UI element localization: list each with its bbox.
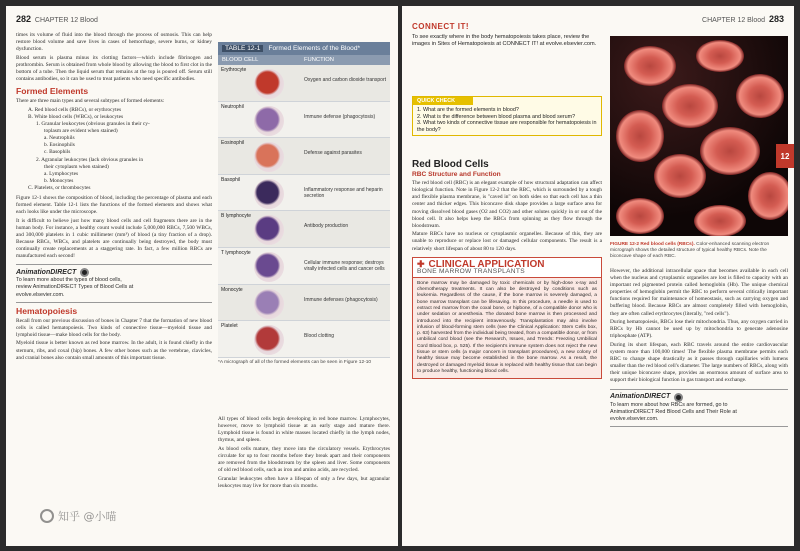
connect-it-heading: CONNECT IT! xyxy=(412,22,470,31)
paragraph: All types of blood cells begin developing in red bone marrow. Lymphocytes, however, move to lymphoid tissue at an early stage and mature there. Lymphoid tissue is found in white masses located chiefly in the lymph nodes, thymus, and spleen. xyxy=(218,416,390,444)
running-head-left xyxy=(16,14,98,24)
left-page xyxy=(6,6,398,546)
paragraph: There are three main types and several subtypes of formed elements: xyxy=(16,98,165,105)
paragraph: Blood serum is plasma minus its clotting factors—which include fibrinogen and prothrombin. Serum is obtained from whole blood by allowing the blood to first clot in the bottom of a tube. Then the liquid serum that remains at the top is poured off. Serum still contains antibodies, so it can be used to treat patients who need specific antibodies. xyxy=(16,54,212,83)
animation-direct-title: AnimationDIRECT xyxy=(16,269,77,277)
page-number-left: 282 xyxy=(16,14,32,24)
rbc-micrograph-image xyxy=(610,36,788,236)
disc-icon xyxy=(80,268,89,277)
figure-label: FIGURE 12-2 xyxy=(610,242,640,247)
erythrocyte-image xyxy=(254,69,284,99)
cell-name: Monocyte xyxy=(221,286,243,293)
disc-icon xyxy=(674,393,683,402)
cell-name: Neutrophil xyxy=(221,103,244,110)
formed-elements-list xyxy=(16,107,212,192)
animation-direct-line: review AnimationDIRECT Types of Blood Cells at xyxy=(16,284,134,291)
cell-name: Eosinophil xyxy=(221,140,245,147)
left-column-2 xyxy=(218,416,390,491)
table-row xyxy=(218,211,390,248)
cell-name: Erythrocyte xyxy=(221,67,247,73)
chapter-tab: 12 xyxy=(776,144,794,168)
quick-check-item: 2. What is the difference between blood plasma and blood serum? xyxy=(417,113,576,120)
list-item: 1. Granular leukocytes (obvious granules in their cy- xyxy=(36,121,150,128)
chapter-label-left: CHAPTER 12 Blood xyxy=(34,17,98,24)
quick-check-box xyxy=(412,96,602,136)
animation-direct-box xyxy=(610,389,788,427)
list-item: b. Eosinophils xyxy=(44,142,75,149)
table-body xyxy=(218,65,390,358)
eosinophil-image xyxy=(254,142,284,172)
connect-it-body[interactable]: To see exactly where in the body hematopoiesis takes place, review the images in Sites of Hematopoiesis at CONNECT IT! at evolve.elsevier.com. xyxy=(412,34,597,47)
watermark-text: 知乎 @小喵 xyxy=(58,510,117,523)
clinical-subtitle: BONE MARROW TRANSPLANTS xyxy=(417,267,525,275)
left-column-1 xyxy=(16,32,212,363)
platelet-image xyxy=(254,325,284,355)
animation-direct-line[interactable]: evolve.elsevier.com. xyxy=(610,415,659,422)
paragraph: Granular leukocytes often have a lifespan of only a few days, but agranular leukocytes may live for more than six months. xyxy=(218,475,390,489)
right-column-2 xyxy=(610,268,788,431)
neutrophil-image xyxy=(254,106,284,136)
paragraph: It is difficult to believe just how many blood cells and cell fragments there are in the human body. For instance, a healthy count would include 5,000,000 RBCs, 7,500 WBCs, and 300,000 platelets in 1 cubic millimeter (mm³) of blood (a tiny fraction of a drop). Because RBCs, WBCs, and platelets are continually being destroyed, the body must continually create replacements at a staggering rate. In fact, a few million RBCs are manufactured each second! xyxy=(16,217,212,260)
connect-it-box xyxy=(412,22,602,48)
quick-check-item: 3. What two kinds of connective tissue are responsible for hematopoiesis in the body? xyxy=(417,120,597,133)
list-item: a. Lymphocytes xyxy=(44,170,79,177)
paragraph: Figure 12-1 shows the composition of blood, including the percentage of plasma and each formed element. Table 12-1 lists the functions of the formed elements and shows what each looks like under the microscope. xyxy=(16,194,212,216)
table-title: Formed Elements of the Blood* xyxy=(268,45,361,52)
paragraph: During hematopoiesis, RBCs lose their mitochondria. Thus, any oxygen carried in RBCs by Hb cannot be used up by mitochondria to generate adenosine triphosphate (ATP). xyxy=(610,319,788,340)
subheading-rbc-structure: RBC Structure and Function xyxy=(412,171,501,179)
watermark-logo-icon xyxy=(40,509,54,523)
list-item: a. Neutrophils xyxy=(44,135,75,142)
paragraph: However, the additional intracellular space that becomes available in each cell when the nucleus and cytoplasmic organelles are lost is filled to capacity with an important red pigmented protein called hemoglobin (Hb). The unique chemical properties of hemoglobin permit the RBC to perform several critically important functions required for maintenance of homeostasis, such as carrying oxygen and buffering blood. Because RBCs are almost completely filled with hemoglobin, they are often called erythrocytes (literally, "red cells"). xyxy=(610,268,788,317)
rbc-micrograph xyxy=(610,36,788,236)
chapter-label-right: CHAPTER 12 Blood xyxy=(702,17,766,24)
cell-name: Platelet xyxy=(221,323,238,330)
cell-name: Basophil xyxy=(221,176,241,183)
list-item: 2. Agranular leukocytes (lack obvious granules in xyxy=(36,156,144,163)
table-row xyxy=(218,138,390,175)
list-item: c. Basophils xyxy=(44,149,71,156)
b-lymphocyte-image xyxy=(254,215,284,245)
page-number-right: 283 xyxy=(768,14,784,24)
t-lymphocyte-image xyxy=(254,252,284,282)
monocyte-image xyxy=(254,289,284,319)
clinical-title: CLINICAL APPLICATION xyxy=(428,258,545,270)
quick-check-item: 1. What are the formed elements in blood? xyxy=(417,107,519,113)
cross-icon: ✚ xyxy=(417,258,425,269)
right-page xyxy=(402,6,794,546)
quick-check-heading: QUICK CHECK xyxy=(413,97,473,105)
cell-name: B lymphocyte xyxy=(221,213,252,220)
table-column-headers xyxy=(218,55,390,65)
watermark xyxy=(40,508,117,524)
right-column-1 xyxy=(412,156,602,379)
paragraph: The red blood cell (RBC) is an elegant example of how structural adaptation can affect biological function. Note in Figure 12-2 that the RBC, which is surrounded by a tough and flexible plasma membrane, is "caved in" on both sides so that each cell has a thin center and thicker edges. This biconcave disk shape provides a large surface area for moving dissolved blood gases (O2 and CO2) and other solutes quickly in or out of the blood cell. It also helps keep the RBCs from spinning as they flow through the bloodstream. xyxy=(412,180,602,229)
animation-direct-line: To learn more about the types of blood cells, xyxy=(16,277,122,284)
figure-title: Red blood cells (RBCs). xyxy=(640,242,695,247)
formed-elements-table xyxy=(218,42,390,365)
figure-caption xyxy=(610,242,788,259)
table-row xyxy=(218,65,390,102)
table-row xyxy=(218,102,390,139)
paragraph: Mature RBCs have no nucleus or cytoplasmic organelles. Because of this, they are unable to reproduce or replace lost or damaged cellular components. The result is a relatively short lifespan of about 80 to 120 days. xyxy=(412,231,602,252)
paragraph: times its volume of fluid into the blood through the process of osmosis. This can help restore blood volume and save lives in cases of hemorrhage, severe burns, or kidney dysfunction. xyxy=(16,32,212,53)
cell-function: Defense against parasites xyxy=(304,150,362,157)
column-header-function: FUNCTION xyxy=(304,57,334,63)
animation-direct-line: AnimationDIRECT Red Blood Cells and Their Role at xyxy=(610,408,737,415)
animation-direct-line: To learn more about how RBCs are formed, go to xyxy=(610,401,728,408)
paragraph: As blood cells mature, they move into the circulatory vessels. Erythrocytes circulate for up to four months before they break apart and their components are removed from the bloodstream by the spleen and liver. Some components of old red blood cells, such as iron and amino acids, are recycled. xyxy=(218,445,390,474)
clinical-application-box xyxy=(412,257,602,380)
figure-text: Color-enhanced scanning electron micrograph shows the detailed structure of typical healthy RBCs. Note the biconcave shape of each RBC. xyxy=(610,242,770,259)
cell-function: Immune defenses (phagocytosis) xyxy=(304,296,378,303)
running-head-right xyxy=(702,14,784,24)
paragraph: During its short lifespan, each RBC travels around the entire cardiovascular system more than 100,000 times! The flexible plasma membrane permits each RBC to change shape drastically as it passes through capillaries with lumens smaller than the red blood cell's diameter. The large numbers of RBCs, along with their unique biconcave shape, provides an enormous amount of surface area to support their biological function in gas transport and exchange. xyxy=(610,341,788,384)
cell-function: Cellular immune response; destroys virally infected cells and cancer cells xyxy=(304,259,385,272)
cell-function: Blood clotting xyxy=(304,333,335,340)
table-row xyxy=(218,285,390,322)
list-item: b. Monocytes xyxy=(44,177,74,184)
list-item: A. Red blood cells (RBCs), or erythrocytes xyxy=(28,106,122,113)
cell-name: T lymphocyte xyxy=(221,249,251,256)
section-heading-hematopoiesis: Hematopoiesis xyxy=(16,305,78,316)
basophil-image xyxy=(254,179,284,209)
list-item: C. Platelets, or thrombocytes xyxy=(28,184,91,191)
section-heading-rbc: Red Blood Cells xyxy=(412,159,489,170)
paragraph: Myeloid tissue is better known as red bone marrow. In the adult, it is found chiefly in the sternum, ribs, and coxal (hip) bones. A few other bones such as the vertebrae, clavicles, and cranial bones also contain small amounts of this important tissue. xyxy=(16,340,212,361)
animation-direct-box xyxy=(16,264,212,302)
table-row xyxy=(218,248,390,285)
section-heading-formed: Formed Elements xyxy=(16,86,89,97)
animation-direct-title: AnimationDIRECT xyxy=(610,393,671,401)
cell-function: Oxygen and carbon dioxide transport xyxy=(304,77,386,83)
cell-function: Inflammatory response and heparin secretion xyxy=(304,186,383,199)
table-label: TABLE 12-1 xyxy=(222,45,263,52)
cell-function: Antibody production xyxy=(304,223,349,230)
table-row xyxy=(218,321,390,358)
table-header xyxy=(218,42,390,55)
animation-direct-line[interactable]: evolve.elsevier.com. xyxy=(16,291,65,298)
list-item: B. White blood cells (WBCs), or leukocytes xyxy=(28,113,124,120)
list-item: their cytoplasm when stained) xyxy=(44,163,109,170)
table-footnote: *A micrograph of all of the formed elements can be seen in Figure 12-10 xyxy=(218,359,372,365)
table-row xyxy=(218,175,390,212)
clinical-body: Bone marrow may be damaged by toxic chemicals or by high-dose x-ray and chemotherapy treatments. It can also be destroyed by conditions such as leukemia. Regardless of the cause, if the bone marrow is severely damaged, a bone marrow transplant can be lifesaving. In this procedure, a needle is used to extract red marrow from the coxal bone, or hipbone, of a compatible donor who is under sedation or anesthesia. The donated bone marrow is then processed and introduced into the recipient intravenously. Transplantation may also involve infusion of blood-forming stem cells (see the Clinical Application: Stem Cells box, p. 63) harvested from the individual being treated, from a compatible donor, or from umbilical cord blood (see the Research, Issues, and Trends: Freezing Umbilical Cord Blood box, p. 525). If the recipient's immune system does not reject the new tissue or stem cells (a major concern in transplant procedures), a new colony of healthy tissue may become established in the bone marrow. As a result, the destroyed or damaged myeloid tissue is replaced with healthy tissue that can begin to produce healthy, functioning blood cells. xyxy=(417,280,597,374)
cell-function: Immune defense (phagocytosis) xyxy=(304,113,376,120)
column-header-cell: BLOOD CELL xyxy=(222,57,259,63)
list-item: toplasm are evident when stained) xyxy=(44,128,118,135)
paragraph: Recall from our previous discussion of bones in Chapter 7 that the formation of new blood cells is called hematopoiesis. Two kinds of connective tissue—myeloid tissue and lymphoid tissue—make blood cells for the body. xyxy=(16,317,212,338)
